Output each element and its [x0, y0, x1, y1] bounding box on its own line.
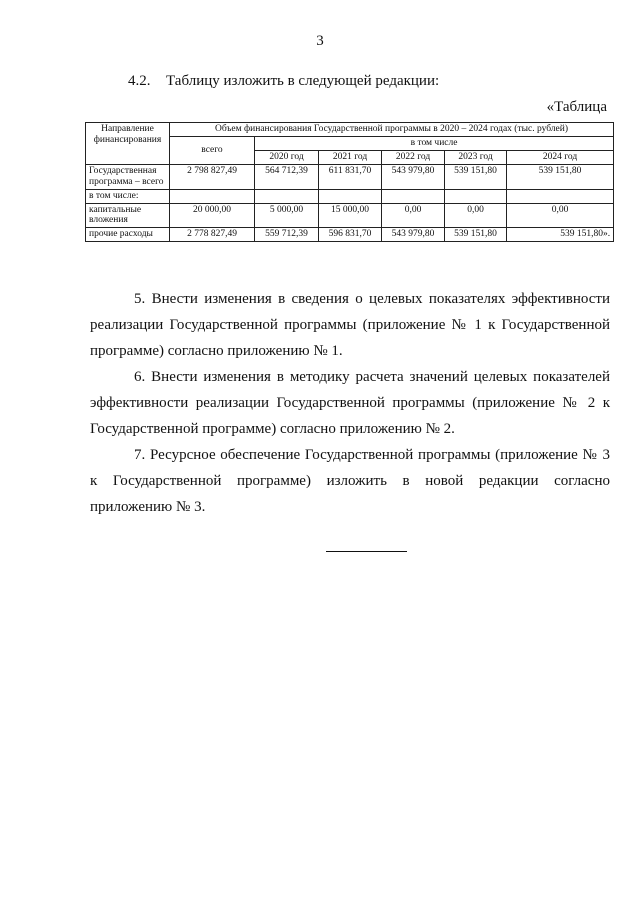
row-label: в том числе:	[86, 189, 170, 203]
cell-value: 596 831,70	[319, 228, 382, 242]
cell-value: 539 151,80	[445, 164, 507, 189]
cell-value: 611 831,70	[319, 164, 382, 189]
cell-value	[382, 189, 445, 203]
cell-value	[445, 189, 507, 203]
section-heading	[128, 73, 439, 90]
cell-value	[255, 189, 319, 203]
cell-value: 2 798 827,49	[170, 164, 255, 189]
cell-value: 15 000,00	[319, 203, 382, 228]
table-row	[86, 228, 614, 242]
cell-value: 0,00	[507, 203, 614, 228]
header-year: 2020 год	[255, 150, 319, 164]
cell-value: 559 712,39	[255, 228, 319, 242]
cell-value: 539 151,80».	[507, 228, 614, 242]
cell-value: 543 979,80	[382, 164, 445, 189]
header-including: в том числе	[255, 136, 614, 150]
cell-value: 539 151,80	[445, 228, 507, 242]
table-caption: «Таблица	[546, 99, 607, 115]
table-row	[86, 203, 614, 228]
header-volume: Объем финансирования Государственной программы в 2020 – 2024 годах (тыс. рублей)	[170, 123, 614, 137]
paragraph-6: 6. Внести изменения в методику расчета значений целевых показателей эффективности реализации Государственной программы (приложение № 2 к Государственной программе) согласно приложению № 2.	[90, 369, 610, 437]
table-header-row	[86, 123, 614, 137]
cell-value	[507, 189, 614, 203]
header-year: 2023 год	[445, 150, 507, 164]
cell-value: 539 151,80	[507, 164, 614, 189]
cell-value: 0,00	[382, 203, 445, 228]
header-direction: Направление финансирования	[86, 123, 170, 165]
end-separator	[326, 551, 407, 552]
row-label: капитальные вложения	[86, 203, 170, 228]
cell-value: 0,00	[445, 203, 507, 228]
financing-table	[85, 122, 614, 242]
row-label: Государственная программа – всего	[86, 164, 170, 189]
table-row	[86, 164, 614, 189]
paragraph-7: 7. Ресурсное обеспечение Государственной программы (приложение № 3 к Государственной программе) изложить в новой редакции согласно приложению № 3.	[90, 447, 610, 515]
cell-value: 543 979,80	[382, 228, 445, 242]
cell-value	[319, 189, 382, 203]
cell-value: 2 778 827,49	[170, 228, 255, 242]
section-text: Таблицу изложить в следующей редакции:	[166, 73, 440, 89]
cell-value: 564 712,39	[255, 164, 319, 189]
table-row	[86, 189, 614, 203]
header-year: 2024 год	[507, 150, 614, 164]
cell-value: 5 000,00	[255, 203, 319, 228]
header-year: 2022 год	[382, 150, 445, 164]
cell-value: 20 000,00	[170, 203, 255, 228]
cell-value	[170, 189, 255, 203]
header-total: всего	[170, 136, 255, 164]
row-label: прочие расходы	[86, 228, 170, 242]
header-year: 2021 год	[319, 150, 382, 164]
section-number: 4.2.	[128, 73, 151, 89]
paragraph-5: 5. Внести изменения в сведения о целевых показателях эффективности реализации Государственной программы (приложение № 1 к Государственной программе) согласно приложению № 1.	[90, 291, 610, 359]
page-number: 3	[316, 33, 324, 49]
